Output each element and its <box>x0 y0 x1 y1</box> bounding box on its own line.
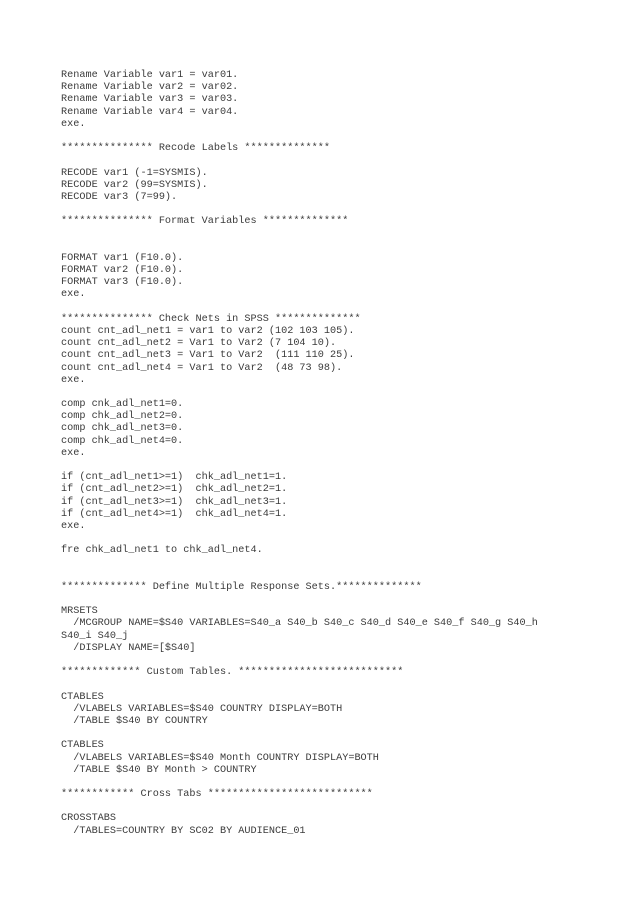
syntax-line: exe. <box>61 520 86 532</box>
syntax-line <box>61 533 618 545</box>
syntax-line: comp chk_adl_net4=0. <box>61 435 184 447</box>
syntax-line: /DISPLAY NAME=[$S40] <box>61 642 196 654</box>
syntax-line <box>61 777 618 789</box>
syntax-line <box>61 228 618 240</box>
syntax-line: ************ Cross Tabs *************************** <box>61 789 373 801</box>
syntax-line <box>61 302 618 314</box>
syntax-line: MRSETS <box>61 606 98 618</box>
syntax-line: CTABLES <box>61 691 104 703</box>
syntax-line <box>61 594 618 606</box>
syntax-line: Rename Variable var3 = var03. <box>61 94 239 106</box>
syntax-line <box>61 655 618 667</box>
syntax-line: count cnt_adl_net2 = Var1 to Var2 (7 104 10). <box>61 338 337 350</box>
syntax-line <box>61 131 618 143</box>
syntax-line <box>61 155 618 167</box>
syntax-line: exe. <box>61 447 86 459</box>
syntax-line: if (cnt_adl_net3>=1) chk_adl_net3=1. <box>61 496 288 508</box>
syntax-line: /VLABELS VARIABLES=$S40 Month COUNTRY DISPLAY=BOTH <box>61 752 379 764</box>
syntax-line: comp chk_adl_net2=0. <box>61 411 184 423</box>
syntax-line <box>61 801 618 813</box>
syntax-line: CTABLES <box>61 740 104 752</box>
syntax-line <box>61 728 618 740</box>
syntax-line: Rename Variable var1 = var01. <box>61 70 239 81</box>
syntax-line: /TABLE $S40 BY Month > COUNTRY <box>61 764 257 776</box>
syntax-line <box>61 570 618 582</box>
syntax-line: Rename Variable var2 = var02. <box>61 82 239 94</box>
syntax-line: count cnt_adl_net4 = Var1 to Var2 (48 73 98). <box>61 362 343 374</box>
syntax-line <box>61 241 618 253</box>
syntax-line: count cnt_adl_net3 = Var1 to Var2 (111 110 25). <box>61 350 355 362</box>
syntax-line: exe. <box>61 374 86 386</box>
syntax-line <box>61 204 618 216</box>
syntax-line: FORMAT var2 (F10.0). <box>61 265 184 276</box>
syntax-line <box>61 558 618 570</box>
syntax-line: comp chk_adl_net3=0. <box>61 423 184 435</box>
syntax-line: count cnt_adl_net1 = var1 to var2 (102 103 105). <box>61 325 355 337</box>
syntax-line: Rename Variable var4 = var04. <box>61 106 239 118</box>
syntax-line: /TABLES=COUNTRY BY SC02 BY AUDIENCE_01 <box>61 825 306 837</box>
syntax-line: RECODE var3 (7=99). <box>61 191 178 203</box>
syntax-line: *************** Check Nets in SPSS ************** <box>61 313 361 325</box>
syntax-line <box>61 387 618 399</box>
syntax-line <box>61 679 618 691</box>
syntax-line: /MCGROUP NAME=$S40 VARIABLES=S40_a S40_b S40_c S40_d S40_e S40_f S40_g S40_h <box>61 618 538 630</box>
syntax-line: exe. <box>61 289 86 301</box>
syntax-line: ************** Define Multiple Response Sets.************** <box>61 581 422 593</box>
syntax-line: RECODE var2 (99=SYSMIS). <box>61 179 208 191</box>
syntax-line: /TABLE $S40 BY COUNTRY <box>61 715 208 727</box>
syntax-line: CROSSTABS <box>61 813 117 825</box>
syntax-line: *************** Recode Labels ************** <box>61 143 330 155</box>
syntax-line: if (cnt_adl_net2>=1) chk_adl_net2=1. <box>61 484 288 496</box>
syntax-line: if (cnt_adl_net1>=1) chk_adl_net1=1. <box>61 472 288 484</box>
syntax-line: /VLABELS VARIABLES=$S40 COUNTRY DISPLAY=BOTH <box>61 703 343 715</box>
syntax-line: if (cnt_adl_net4>=1) chk_adl_net4=1. <box>61 508 288 520</box>
syntax-line: *************** Format Variables ************** <box>61 216 349 228</box>
syntax-line <box>61 460 618 472</box>
syntax-line: RECODE var1 (-1=SYSMIS). <box>61 167 208 179</box>
syntax-line: S40_i S40_j <box>61 630 129 642</box>
syntax-line: fre chk_adl_net1 to chk_adl_net4. <box>61 545 263 557</box>
syntax-line: FORMAT var1 (F10.0). <box>61 252 184 264</box>
syntax-line: comp cnk_adl_net1=0. <box>61 399 184 411</box>
syntax-line: exe. <box>61 118 86 130</box>
syntax-line: ************* Custom Tables. *************************** <box>61 667 404 679</box>
syntax-line: FORMAT var3 (F10.0). <box>61 277 184 289</box>
syntax-document <box>61 70 618 838</box>
